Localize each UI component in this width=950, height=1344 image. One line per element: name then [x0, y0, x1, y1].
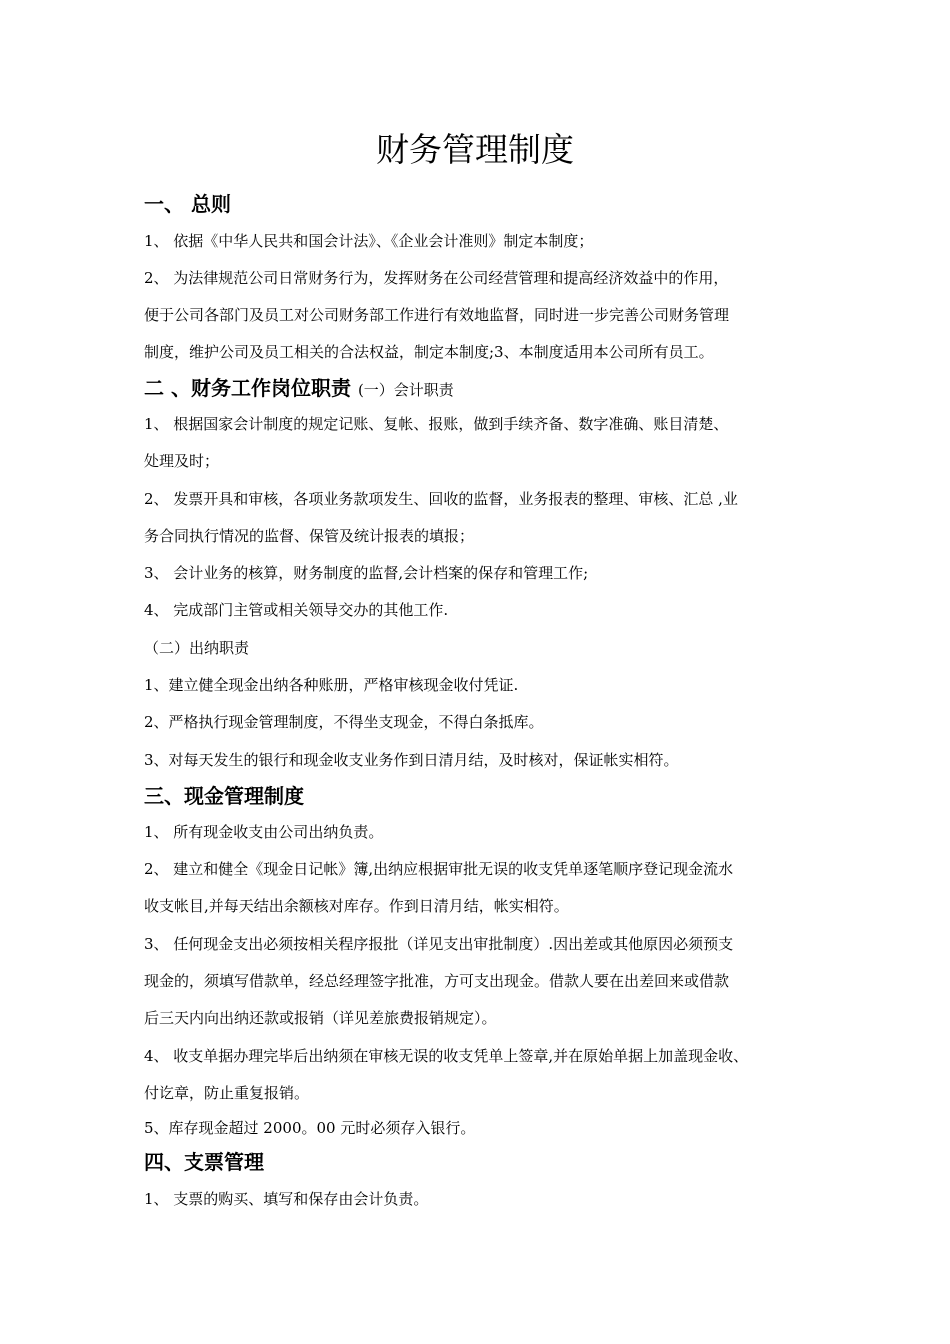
paragraph-line: 便于公司各部门及员工对公司财务部工作进行有效地监督，同时进一步完善公司财务管理 [144, 306, 730, 324]
paragraph-line: 收支帐目,并每天结出余额核对库存。作到日清月结，帐实相符。 [144, 897, 569, 915]
paragraph-line: 处理及时； [144, 452, 220, 470]
paragraph-line: 1、 支票的购买、填写和保存由会计负责。 [144, 1190, 429, 1208]
paragraph-line: 现金的，须填写借款单，经总经理签字批准，方可支出现金。借款人要在出差回来或借款 [144, 972, 730, 990]
paragraph-line: 制度，维护公司及员工相关的合法权益，制定本制度;3、本制度适用本公司所有员工。 [144, 343, 714, 361]
subsection-heading-accountant: (一）会计职责 [357, 381, 454, 399]
paragraph-line: 2、 建立和健全《现金日记帐》簿,出纳应根据审批无误的收支凭单逐笔顺序登记现金流水 [144, 860, 734, 878]
subsection-heading-cashier: （二）出纳职责 [144, 639, 250, 657]
paragraph-line: 2、 为法律规范公司日常财务行为，发挥财务在公司经营管理和提高经济效益中的作用， [144, 269, 729, 287]
paragraph-line: 1、 依据《中华人民共和国会计法》、《企业会计准则》制定本制度； [144, 232, 594, 250]
paragraph-line: 付讫章，防止重复报销。 [144, 1084, 310, 1102]
section-heading-duties [144, 374, 454, 404]
section-heading-general: 一、 总则 [144, 192, 231, 216]
document-title: 财务管理制度 [376, 130, 574, 169]
paragraph-line: 3、 任何现金支出必须按相关程序报批（详见支出审批制度）.因出差或其他原因必须预支 [144, 935, 734, 953]
paragraph-line: 3、对每天发生的银行和现金收支业务作到日清月结，及时核对，保证帐实相符。 [144, 751, 679, 769]
paragraph-line: 4、 收支单据办理完毕后出纳须在审核无误的收支凭单上签章,并在原始单据上加盖现金收、 [144, 1047, 749, 1065]
paragraph-line: 1、 根据国家会计制度的规定记账、复帐、报账，做到手续齐备、数字准确、账目清楚、 [144, 415, 729, 433]
section-heading-cash: 三、现金管理制度 [144, 784, 304, 808]
paragraph-line: 1、 所有现金收支由公司出纳负责。 [144, 823, 384, 841]
section-heading-cheque: 四、支票管理 [144, 1150, 264, 1174]
paragraph-line: 5、库存现金超过 2000。00 元时必须存入银行。 [144, 1119, 476, 1137]
paragraph-line: 3、 会计业务的核算，财务制度的监督,会计档案的保存和管理工作; [144, 564, 589, 582]
paragraph-line: 4、 完成部门主管或相关领导交办的其他工作. [144, 601, 449, 619]
paragraph-line: 2、 发票开具和审核，各项业务款项发生、回收的监督，业务报表的整理、审核、汇总 ,业 [144, 490, 738, 508]
paragraph-line: 务合同执行情况的监督、保管及统计报表的填报； [144, 527, 475, 545]
paragraph-line: 1、建立健全现金出纳各种账册，严格审核现金收付凭证. [144, 676, 519, 694]
paragraph-line: 2、严格执行现金管理制度，不得坐支现金，不得白条抵库。 [144, 713, 544, 731]
paragraph-line: 后三天内向出纳还款或报销（详见差旅费报销规定）。 [144, 1009, 497, 1027]
section-heading-text: 二 、财务工作岗位职责 [144, 376, 351, 400]
